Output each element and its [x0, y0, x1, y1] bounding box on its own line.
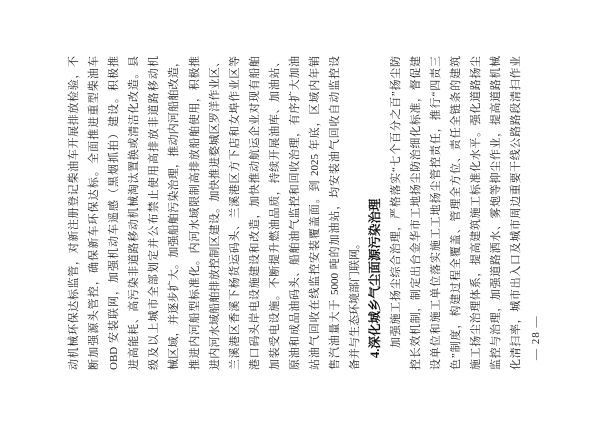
section-heading: 4.深化城乡气尘面源污染治理 [368, 198, 383, 358]
text-line: OBD 安装联网，加强机动车遥感（黑烟抓拍）建设。积极推 [108, 56, 121, 370]
text-line: 级及以上城市全部划定并公布禁止使用高排放非道路移动机 [148, 56, 161, 370]
rotated-text-block [64, 56, 546, 370]
text-line: 断加强源头管控，确保新车环保达标。全面推进重型柴油车 [88, 56, 101, 370]
text-line: 港口码头岸电设施建设和改造，加快推动航运企业对现有船舶 [248, 56, 261, 370]
text-line: 原油和成品油码头、船舶油气监控和回收治理，有序扩大加油 [289, 56, 302, 370]
text-line: 加强施工扬尘综合治理，严格落实“七个百分之百”扬尘防 [389, 56, 402, 348]
text-line: 设单位和施工单位落实施工工地扬尘管控责任，推行“四责三 [429, 56, 442, 370]
text-line: 推进内河船型标准化。内河水域限制高排放船舶使用，积极推 [188, 56, 201, 370]
text-line: 进高能耗、高污染非道路移动机械淘汰置换或清洁化改造。县 [128, 56, 141, 370]
text-line: 备并与生态环境部门联网。 [349, 238, 362, 370]
text-line: 施工扬尘治理体系，提高建筑施工标准化水平。强化道路扬尘 [469, 56, 482, 370]
text-line: 兰溪港区香溪下杨货运码头、兰溪港区方下店和女埠作业区等 [228, 56, 241, 370]
text-line: 械区域，并逐步扩大。加强船舶污染治理，推动内河船舶改造， [168, 56, 181, 370]
page-number: — 28 — [530, 315, 543, 360]
text-line: 色”制度，构建过程全覆盖、管理全方位、责任全链条的建筑 [449, 56, 462, 370]
text-line: 监控与治理，加强道路洒水、雾炮等抑尘作业，提高道路机械 [489, 56, 502, 370]
text-line: 进内河水域船舶排放控制区建设。加快推进婺城区罗洋作业区、 [208, 56, 221, 370]
text-line: 控长效机制，制定出台金华市工地扬尘防治细化标准，督促建 [409, 56, 422, 370]
text-line: 售汽油量大于 5000 吨的加油站，均安装油气回收自动监控设 [329, 56, 342, 370]
text-line: 站油气回收在线监控安装覆盖面。到 2025 年底，区域内年销 [309, 56, 322, 370]
text-line: 加装受电设施。不断提升燃油品质，持续开展油库、加油站、 [268, 56, 281, 370]
text-line: 动机械环保达标监管，对新注册登记柴油车开展排放检验，不 [68, 56, 80, 370]
text-line: 化清扫率，城市出入口及城市周边重要干线公路路段清扫作业 [510, 56, 523, 370]
